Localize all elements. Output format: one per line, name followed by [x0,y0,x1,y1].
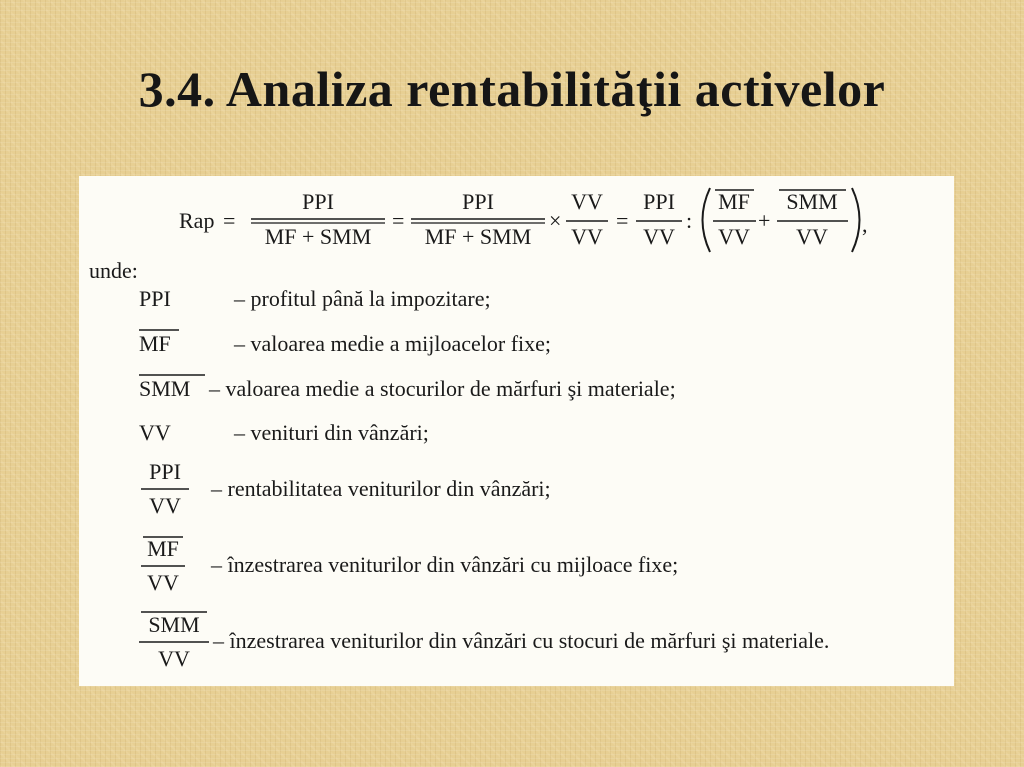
term4-denominator: VV [643,224,675,249]
legend-intro: unde: [89,258,138,283]
legend-item-smm [139,375,676,401]
legend-symbol: MF [139,331,171,356]
term2-denominator: MF + SMM [424,224,532,249]
formula-comma: , [862,212,868,237]
formula-times: × [549,208,562,233]
left-parenthesis [703,188,711,252]
term3-denominator: VV [571,224,603,249]
legend-item-mf-vv [141,536,678,595]
formula-equals-1: = [223,208,236,233]
formula-equals-2: = [392,208,405,233]
formula-equals-3: = [616,208,629,233]
legend-symbol: SMM [139,376,191,401]
legend-item-ppi [139,286,491,311]
legend-fraction-denominator: VV [149,493,181,518]
scanned-document [79,176,954,686]
term4-numerator: PPI [643,189,675,214]
legend-item-vv [139,420,429,445]
formula-lhs: Rap [179,208,215,233]
right-parenthesis [852,188,860,252]
term2-numerator: PPI [462,189,494,214]
legend-description: – valoarea medie a mijloacelor fixe; [234,331,552,356]
legend-item-ppi-vv [141,459,551,518]
legend-fraction-numerator: MF [147,536,179,561]
formula-colon: : [686,208,693,233]
legend-fraction-numerator: PPI [149,459,181,484]
legend-list [139,286,829,671]
legend-description: – rentabilitatea veniturilor din vânzări; [211,476,551,501]
legend-description: – venituri din vânzări; [234,420,429,445]
term3-numerator: VV [571,189,603,214]
legend-item-mf [139,330,551,356]
legend-description: – profitul până la impozitare; [234,286,491,311]
legend-item-smm-vv [139,612,829,671]
term1-denominator: MF + SMM [264,224,372,249]
legend-description: – înzestrarea veniturilor din vânzări cu stocuri de mărfuri şi materiale. [213,628,830,653]
legend-fraction-numerator: SMM [148,612,200,637]
formula-plus: + [758,208,771,233]
term5-numerator: MF [718,189,750,214]
term6-denominator: VV [796,224,828,249]
legend-description: – valoarea medie a stocurilor de mărfuri şi materiale; [209,376,676,401]
term1-numerator: PPI [302,189,334,214]
rentability-formula [179,188,868,252]
legend-description: – înzestrarea veniturilor din vânzări cu mijloace fixe; [211,552,679,577]
legend-symbol: PPI [139,286,171,311]
legend-symbol: VV [139,420,171,445]
legend-fraction-denominator: VV [158,646,190,671]
term5-denominator: VV [718,224,750,249]
document-content [79,176,954,686]
slide-title: 3.4. Analiza rentabilităţii activelor [138,61,886,117]
legend-fraction-denominator: VV [147,570,179,595]
term6-numerator: SMM [786,189,838,214]
